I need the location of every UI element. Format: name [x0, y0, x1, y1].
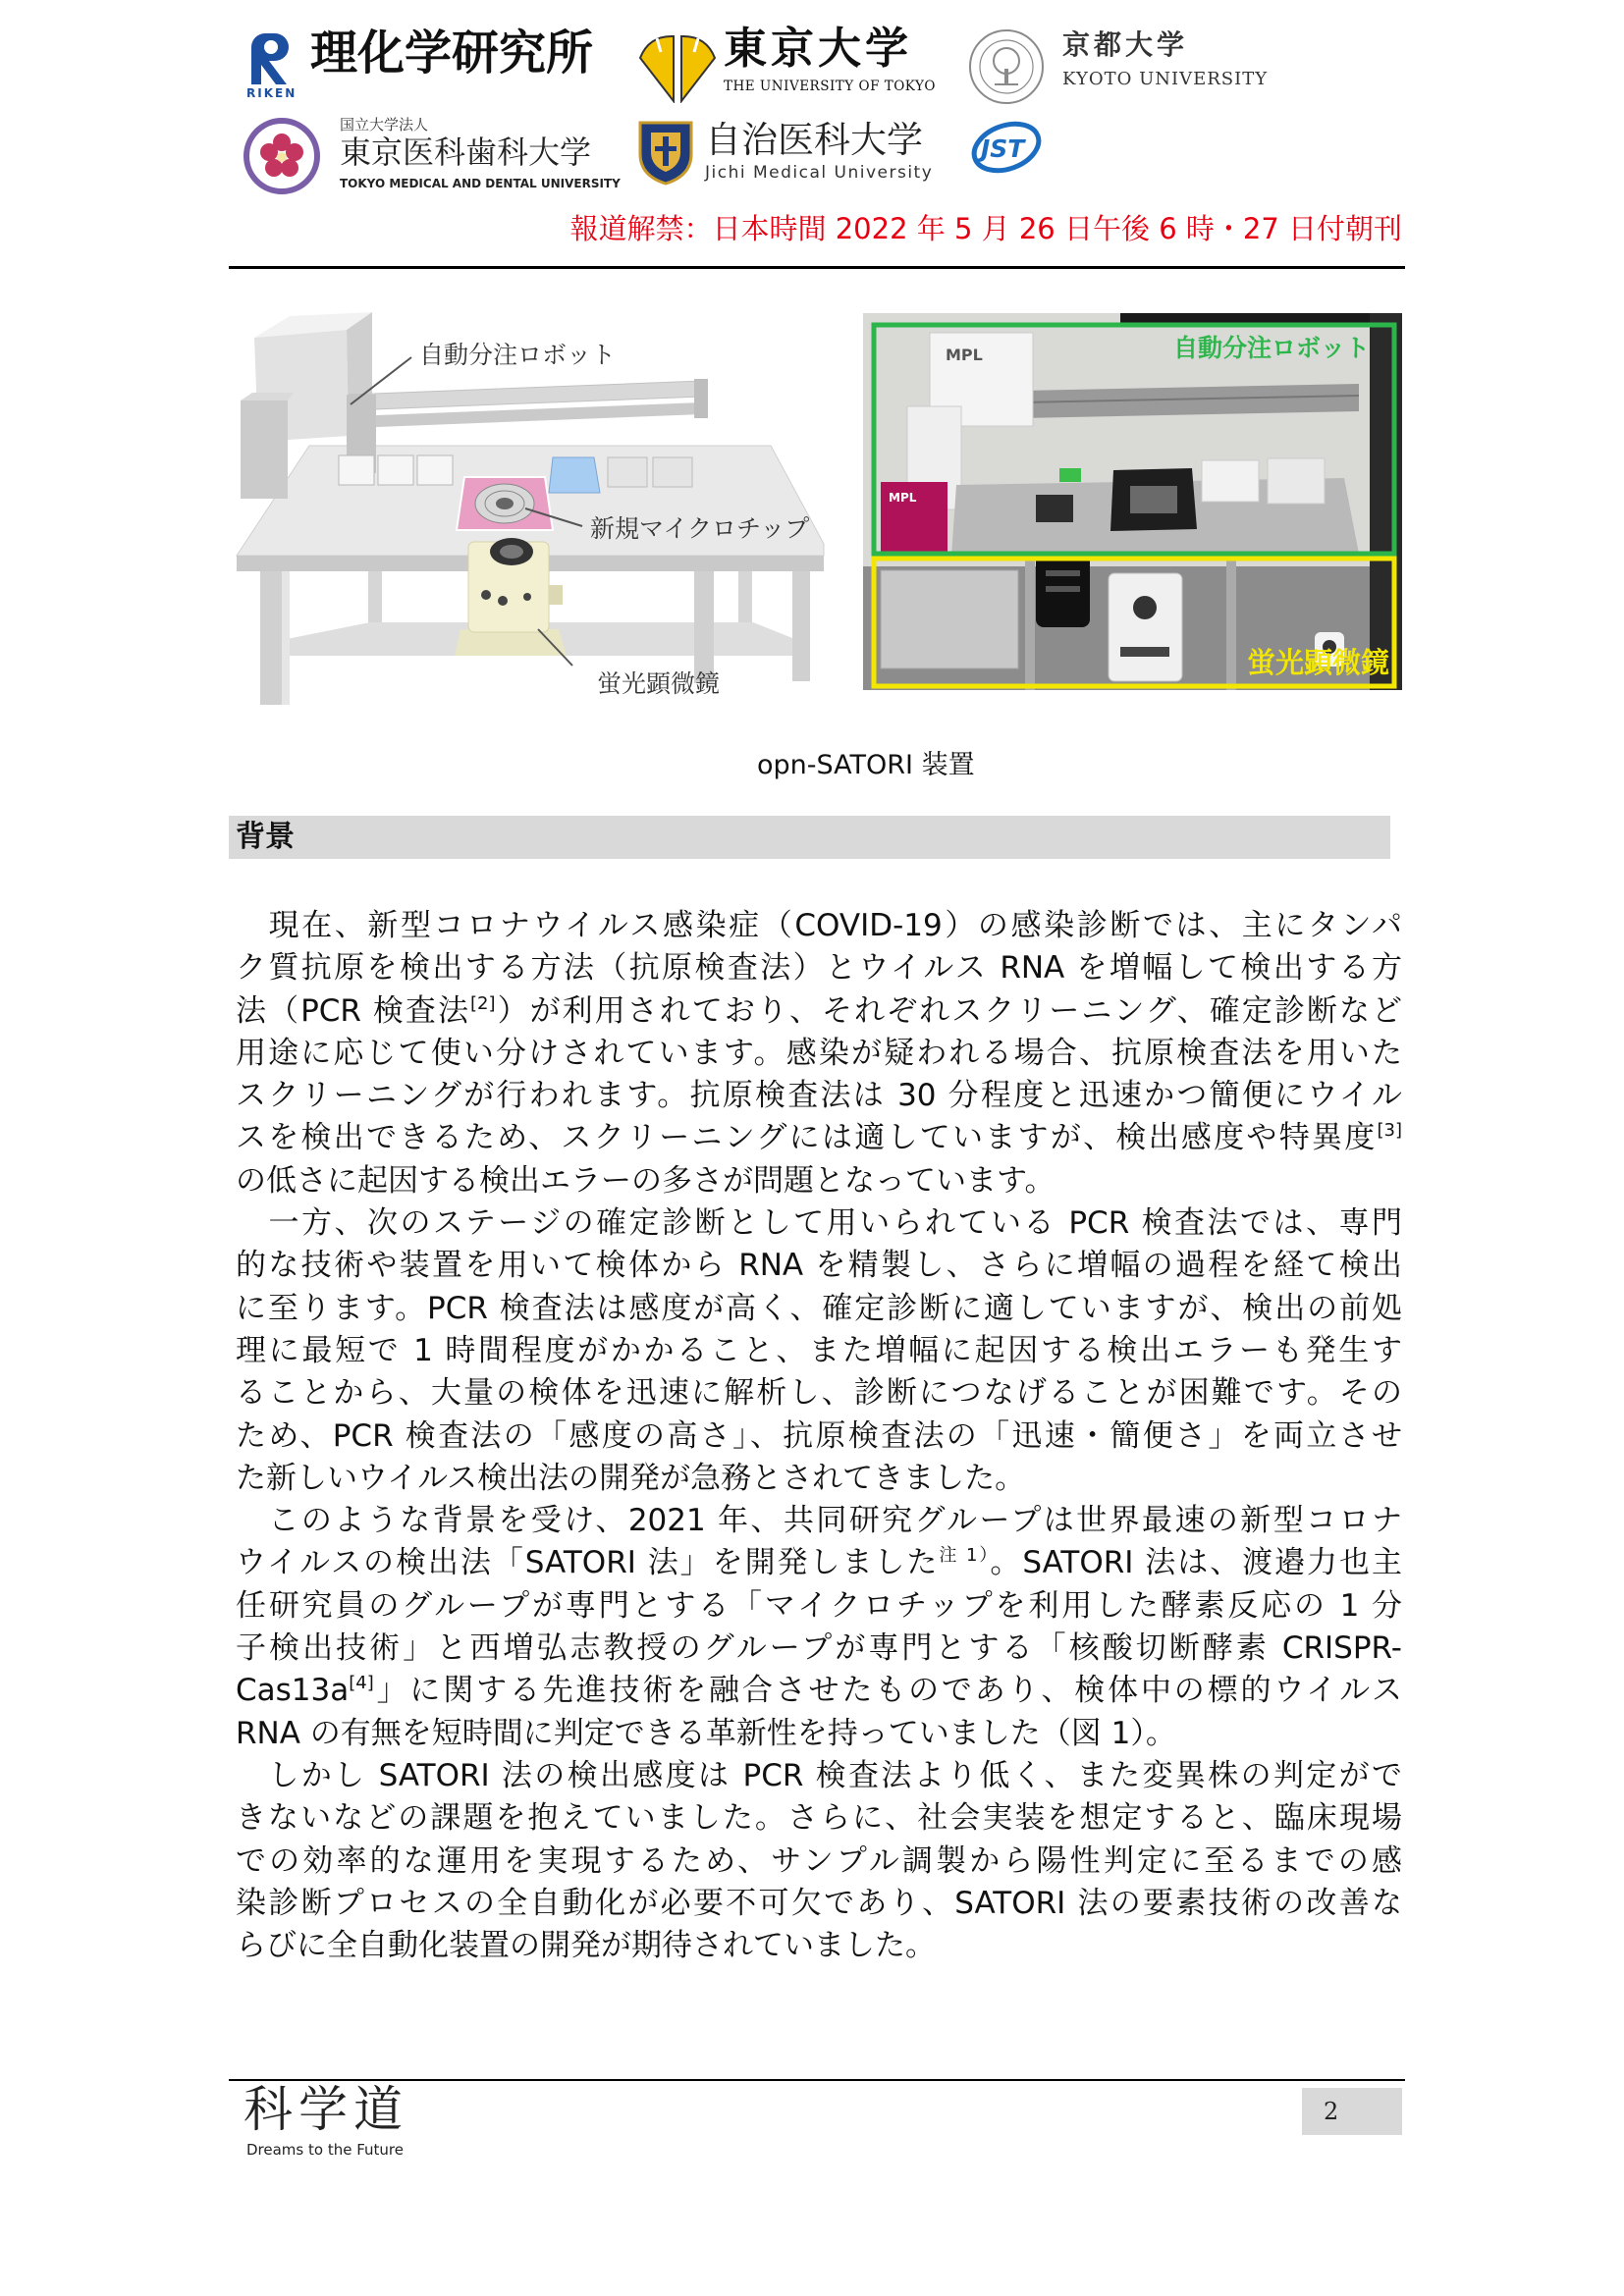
- body-line: らびに全自動化装置の開発が期待されていました。: [236, 1928, 936, 1964]
- body-line: 染診断プロセスの全自動化が必要不可欠であり、SATORI 法の要素技術の改善な: [236, 1885, 1402, 1921]
- body-line: スを検出できるため、スクリーニングには適していますが、検出感度や特異度[3]: [236, 1120, 1402, 1156]
- body-paragraph: [236, 1202, 1402, 1500]
- body-line: 一方、次のステージの確定診断として用いられている PCR 検査法では、専門: [236, 1205, 1402, 1242]
- body-line: 用途に応じて使い分けされています。感染が疑われる場合、抗原検査法を用いた: [236, 1035, 1402, 1071]
- utokyo-english-name: THE UNIVERSITY OF TOKYO: [724, 79, 937, 94]
- body-text: [236, 905, 1402, 1967]
- label-microscope: 蛍光顕微鏡: [597, 669, 721, 698]
- jst-icon: [967, 116, 1046, 179]
- jst-wordmark: JST: [981, 134, 1025, 163]
- footnote-ref: [2]: [470, 992, 496, 1014]
- body-line: しかし SATORI 法の検出感度は PCR 検査法より低く、また変異株の判定がで: [236, 1757, 1402, 1793]
- footnote-ref: [3]: [1377, 1120, 1402, 1142]
- tmdu-corporate-type: 国立大学法人: [340, 116, 429, 133]
- kyoto-english-name: KYOTO UNIVERSITY: [1062, 69, 1269, 89]
- jichi-english-name: Jichi Medical University: [705, 163, 934, 183]
- label-robot: 自動分注ロボット: [419, 341, 617, 369]
- tmdu-english-name: TOKYO MEDICAL AND DENTAL UNIVERSITY: [340, 177, 621, 190]
- body-paragraph: [236, 905, 1402, 1202]
- riken-wordmark: RIKEN: [246, 86, 298, 100]
- page-number: 2: [1324, 2098, 1339, 2125]
- body-line: ため、PCR 検査法の「感度の高さ」、抗原検査法の「迅速・簡便さ」を両立させ: [236, 1417, 1402, 1454]
- section-heading: [229, 816, 1390, 859]
- body-line: の低さに起因する検出エラーの多さが問題となっています。: [236, 1162, 1056, 1199]
- body-line: スクリーニングが行われます。抗原検査法は 30 分程度と迅速かつ簡便にウイル: [236, 1078, 1402, 1114]
- body-line: 子検出技術」と西増弘志教授のグループが専門とする「核酸切断酵素 CRISPR-: [236, 1630, 1402, 1667]
- header-divider: [229, 266, 1405, 269]
- body-line: ることから、大量の検体を迅速に解析し、診断につなげることが困難です。その: [236, 1375, 1402, 1412]
- plum-blossom-emblem-icon: [244, 118, 320, 194]
- body-line: きないなどの課題を抱えていました。さらに、社会実装を想定すると、臨床現場: [236, 1800, 1402, 1837]
- body-line: ウイルスの検出法「SATORI 法」を開発しました$^{注 1)}$。SATORI 法は、渡邉力也主: [236, 1545, 1402, 1581]
- kagakudo-logo: 科学道: [244, 2081, 408, 2138]
- photo-label-robot: 自動分注ロボット: [1173, 334, 1371, 362]
- brand-label: MPL: [889, 491, 917, 505]
- body-line: 法（PCR 検査法[2]）が利用されており、それぞれスクリーニング、確定診断など: [236, 992, 1402, 1029]
- jichi-shield-icon: [637, 119, 694, 186]
- device-illustration: [233, 310, 827, 709]
- ginkgo-icon: [637, 32, 718, 103]
- figure-caption: opn-SATORI 装置: [757, 750, 975, 780]
- footnote-ref: 注 1）: [939, 1545, 991, 1567]
- body-line: 的な技術や装置を用いて検体から RNA を精製し、さらに増幅の過程を経て検出: [236, 1248, 1402, 1284]
- body-line: RNA の有無を短時間に判定できる革新性を持っていました（図 1）。: [236, 1715, 1176, 1751]
- embargo-notice: 報道解禁：日本時間 2022 年 5 月 26 日午後 6 時・27 日付朝刊: [569, 212, 1402, 245]
- body-paragraph: [236, 1500, 1402, 1755]
- utokyo-name: 東京大学: [724, 24, 912, 74]
- brand-label: MPL: [946, 346, 983, 364]
- body-line: Cas13a[4]」に関する先進技術を融合させたものであり、検体中の標的ウイルス: [236, 1673, 1402, 1709]
- kagakudo-tagline: Dreams to the Future: [246, 2141, 404, 2159]
- riken-name: 理化学研究所: [310, 26, 594, 80]
- body-line: ク質抗原を検出する方法（抗原検査法）とウイルス RNA を増幅して検出する方: [236, 950, 1402, 987]
- body-paragraph: [236, 1755, 1402, 1967]
- body-line: 現在、新型コロナウイルス感染症（COVID-19）の感染診断では、主にタンパ: [236, 908, 1402, 943]
- device-photo: [863, 313, 1402, 690]
- footnote-ref: [4]: [349, 1673, 374, 1694]
- tmdu-name: 東京医科歯科大学: [340, 133, 592, 171]
- jichi-name: 自治医科大学: [705, 119, 923, 161]
- page-number-box: [1302, 2088, 1402, 2135]
- kyoto-emblem-icon: [967, 27, 1046, 106]
- body-line: に至ります。PCR 検査法は感度が高く、確定診断に適していますが、検出の前処: [236, 1290, 1402, 1326]
- photo-label-microscope: 蛍光顕微鏡: [1247, 646, 1390, 679]
- kyoto-name: 京都大学: [1062, 28, 1189, 61]
- body-line: での効率的な運用を実現するため、サンプル調製から陽性判定に至るまでの感: [236, 1842, 1402, 1879]
- section-heading-text: 背景: [236, 820, 295, 854]
- body-line: 理に最短で 1 時間程度がかかること、また増幅に起因する検出エラーも発生す: [236, 1332, 1402, 1368]
- label-microchip: 新規マイクロチップ: [590, 514, 810, 543]
- body-line: た新しいウイルス検出法の開発が急務とされてきました。: [236, 1460, 1026, 1496]
- body-line: このような背景を受け、2021 年、共同研究グループは世界最速の新型コロナ: [236, 1503, 1402, 1539]
- body-line: 任研究員のグループが専門とする「マイクロチップを利用した酵素反応の 1 分: [236, 1587, 1402, 1624]
- microchip: [457, 477, 553, 530]
- riken-icon: [245, 31, 298, 86]
